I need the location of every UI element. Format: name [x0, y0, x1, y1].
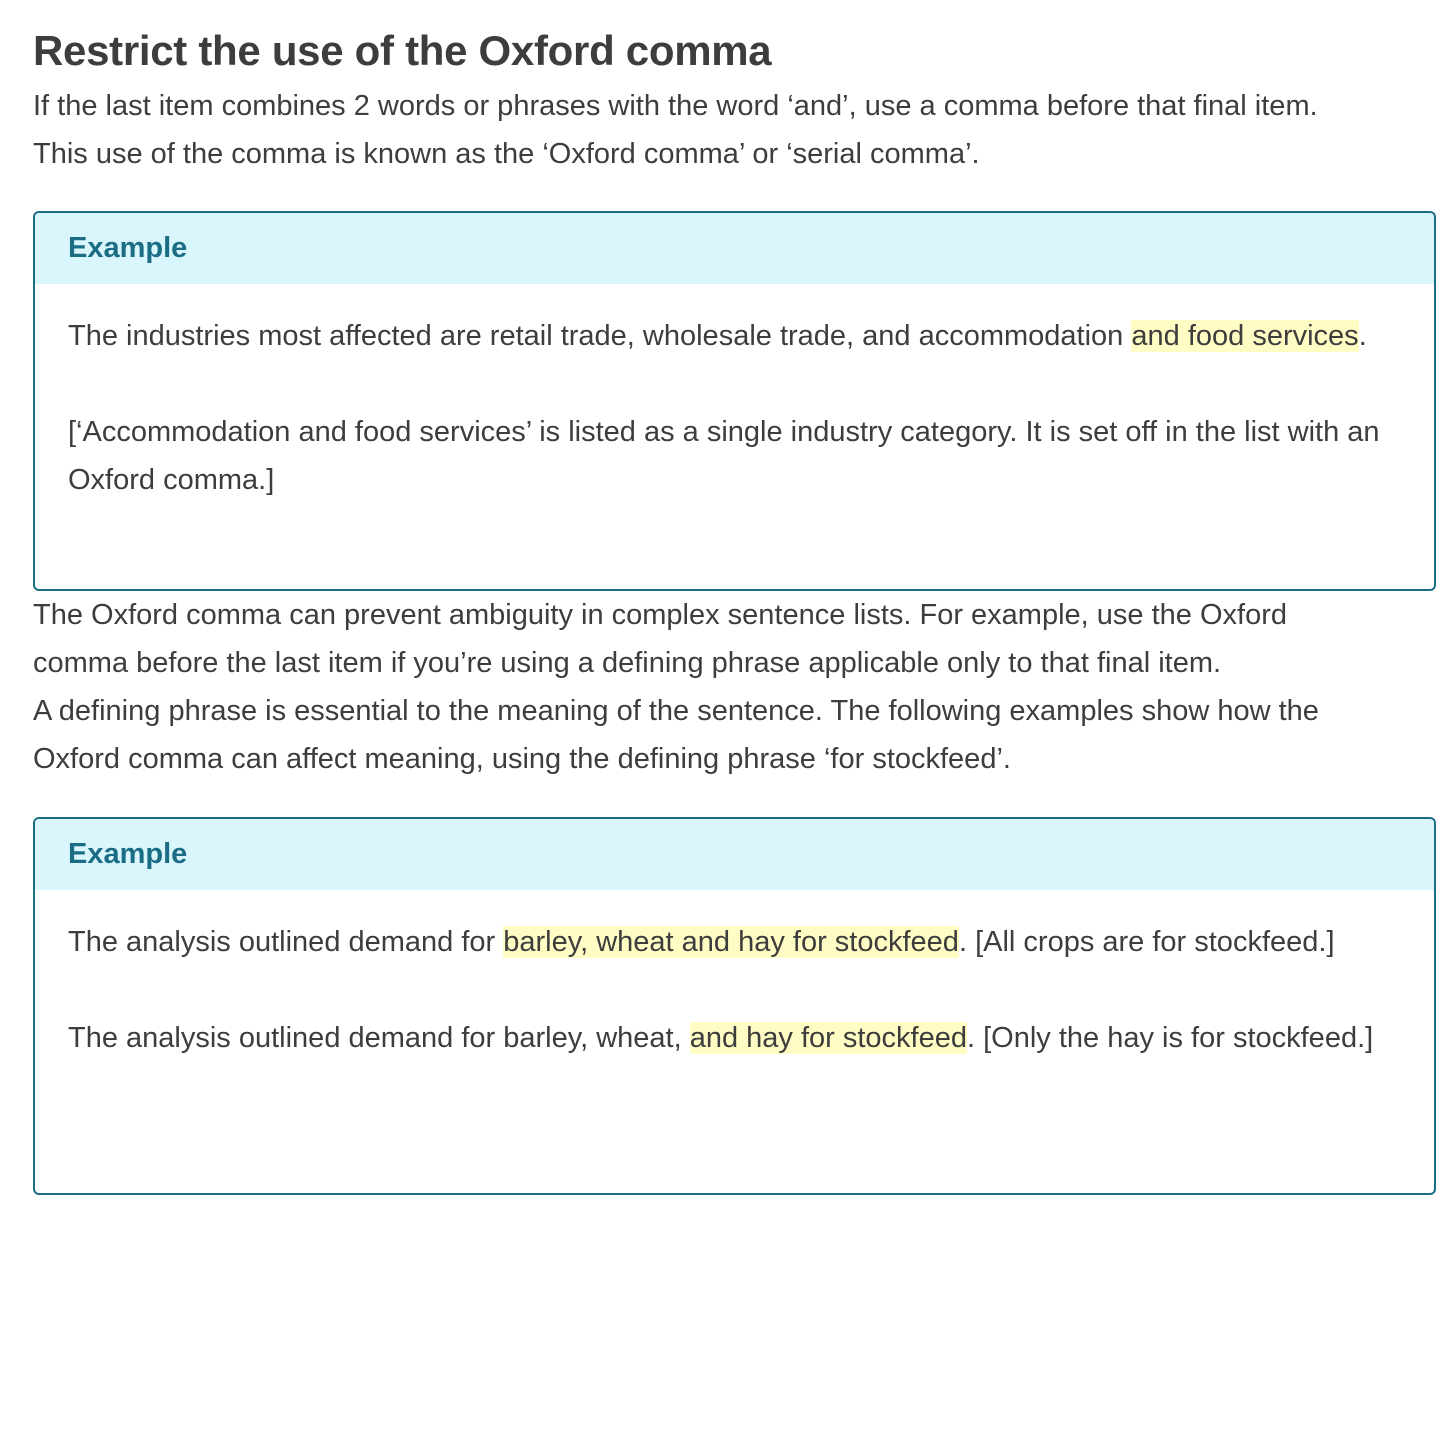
sentence-text: The industries most affected are retail trade, wholesale trade, and accommodation: [68, 320, 1132, 352]
highlighted-text: and food services: [1131, 320, 1359, 352]
defining-phrase-paragraph: A defining phrase is essential to the meaning of the sentence. The following examples show how the Oxford comma can affect meaning, using the defining phrase ‘for stockfeed’.: [33, 695, 1319, 775]
example-sentence: [68, 312, 1401, 360]
sentence-text: . [Only the hay is for stockfeed.]: [967, 1022, 1374, 1054]
page-heading: Restrict the use of the Oxford comma: [33, 27, 772, 74]
sentence-text: .: [1358, 320, 1367, 352]
sentence-text: The analysis outlined demand for: [68, 926, 504, 958]
example-sentence: [68, 918, 1401, 966]
example-note: [‘Accommodation and food services’ is listed as a single industry category. It is set off in the list with an Oxford comma.]: [68, 416, 1380, 496]
sentence-text: The analysis outlined demand for barley, wheat,: [68, 1022, 690, 1054]
example-header: Example: [35, 819, 1434, 890]
highlighted-text: and hay for stockfeed: [689, 1022, 967, 1054]
example-body: [35, 890, 1434, 1062]
example-box: [33, 211, 1436, 591]
example-sentence: [68, 1014, 1401, 1062]
highlighted-text: barley, wheat and hay for stockfeed: [503, 926, 959, 958]
sentence-text: . [All crops are for stockfeed.]: [958, 926, 1335, 958]
example-box: [33, 817, 1436, 1195]
intro-paragraph: If the last item combines 2 words or phrases with the word ‘and’, use a comma before that final item. This use of the comma is known as the ‘Oxford comma’ or ‘serial comma’.: [33, 90, 1318, 170]
example-header: Example: [35, 213, 1434, 284]
ambiguity-paragraph: The Oxford comma can prevent ambiguity in complex sentence lists. For example, use the Oxford comma before the last item if you’re using a defining phrase applicable only to that final item.: [33, 599, 1287, 679]
example-body: [35, 284, 1434, 504]
